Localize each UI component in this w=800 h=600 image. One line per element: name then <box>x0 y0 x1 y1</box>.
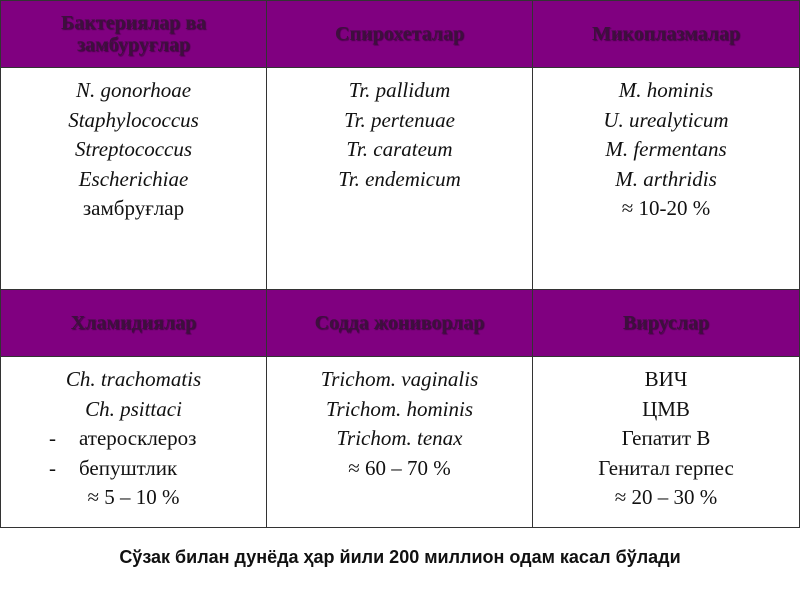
header-spirochetes: Спирохеталар <box>267 1 533 67</box>
list-item: Tr. carateum <box>346 137 453 161</box>
list-item-text: атеросклероз <box>79 426 197 450</box>
percentage-value: ≈ 60 – 70 % <box>348 455 451 480</box>
percentage-value: ≈ 20 – 30 % <box>614 485 718 509</box>
body-row-1 <box>1 67 799 289</box>
header-mycoplasmas: Микоплазмалар <box>591 23 741 45</box>
list-item: ЦМВ <box>642 396 690 421</box>
list-item: Гепатит В <box>621 426 711 450</box>
cell-spirochetes <box>267 68 533 289</box>
list-item: Trichom. vaginalis <box>320 367 479 391</box>
footer-caption: Сўзак билан дунёда ҳар йили 200 миллион одам касал бўлади <box>119 547 681 567</box>
list-item: Streptococcus <box>74 137 193 161</box>
header-row-1 <box>1 0 799 67</box>
cell-mycoplasmas <box>533 68 799 289</box>
list-item: Генитал герпес <box>598 455 734 480</box>
header-protozoa: Содда жониворлар <box>267 290 533 356</box>
list-item: Ch. trachomatis <box>65 367 202 391</box>
cell-protozoa <box>267 357 533 527</box>
list-item: Tr. endemicum <box>338 166 461 191</box>
list-item: M. fermentans <box>605 137 727 161</box>
list-item: M. hominis <box>618 78 714 102</box>
list-item: Escherichiae <box>78 166 189 191</box>
dash-mark: - <box>49 455 56 480</box>
list-item: Tr. pallidum <box>348 78 451 102</box>
percentage-value: ≈ 5 – 10 % <box>87 485 180 509</box>
dash-list-item <box>1 454 266 484</box>
list-item: U. urealyticum <box>603 107 729 132</box>
dash-mark: - <box>49 426 56 450</box>
list-item: замбруғлар <box>82 196 185 220</box>
percentage-value: ≈ 10-20 % <box>621 196 711 220</box>
cell-viruses <box>533 357 799 527</box>
cell-chlamydia <box>1 357 267 527</box>
list-item-text: бепуштлик <box>79 455 178 480</box>
list-item: Ch. psittaci <box>85 396 182 421</box>
list-item: ВИЧ <box>644 367 688 391</box>
list-item: Tr. pertenuae <box>344 107 455 132</box>
list-item: Staphylococcus <box>68 107 199 132</box>
cell-bacteria-fungi <box>1 68 267 289</box>
list-item: Trichom. tenax <box>336 426 463 450</box>
list-item: M. arthridis <box>615 166 717 191</box>
header-chlamydia: Хламидиялар <box>1 290 267 356</box>
header-row-2 <box>1 289 799 356</box>
header-viruses: Вируслар <box>622 312 710 334</box>
dash-list-item <box>1 424 266 454</box>
list-item: N. gonorhoae <box>75 78 192 102</box>
header-bacteria-fungi: Бактериялар ва замбуруғлар <box>1 1 267 67</box>
body-row-2 <box>1 356 799 528</box>
list-item: Trichom. hominis <box>325 396 474 421</box>
